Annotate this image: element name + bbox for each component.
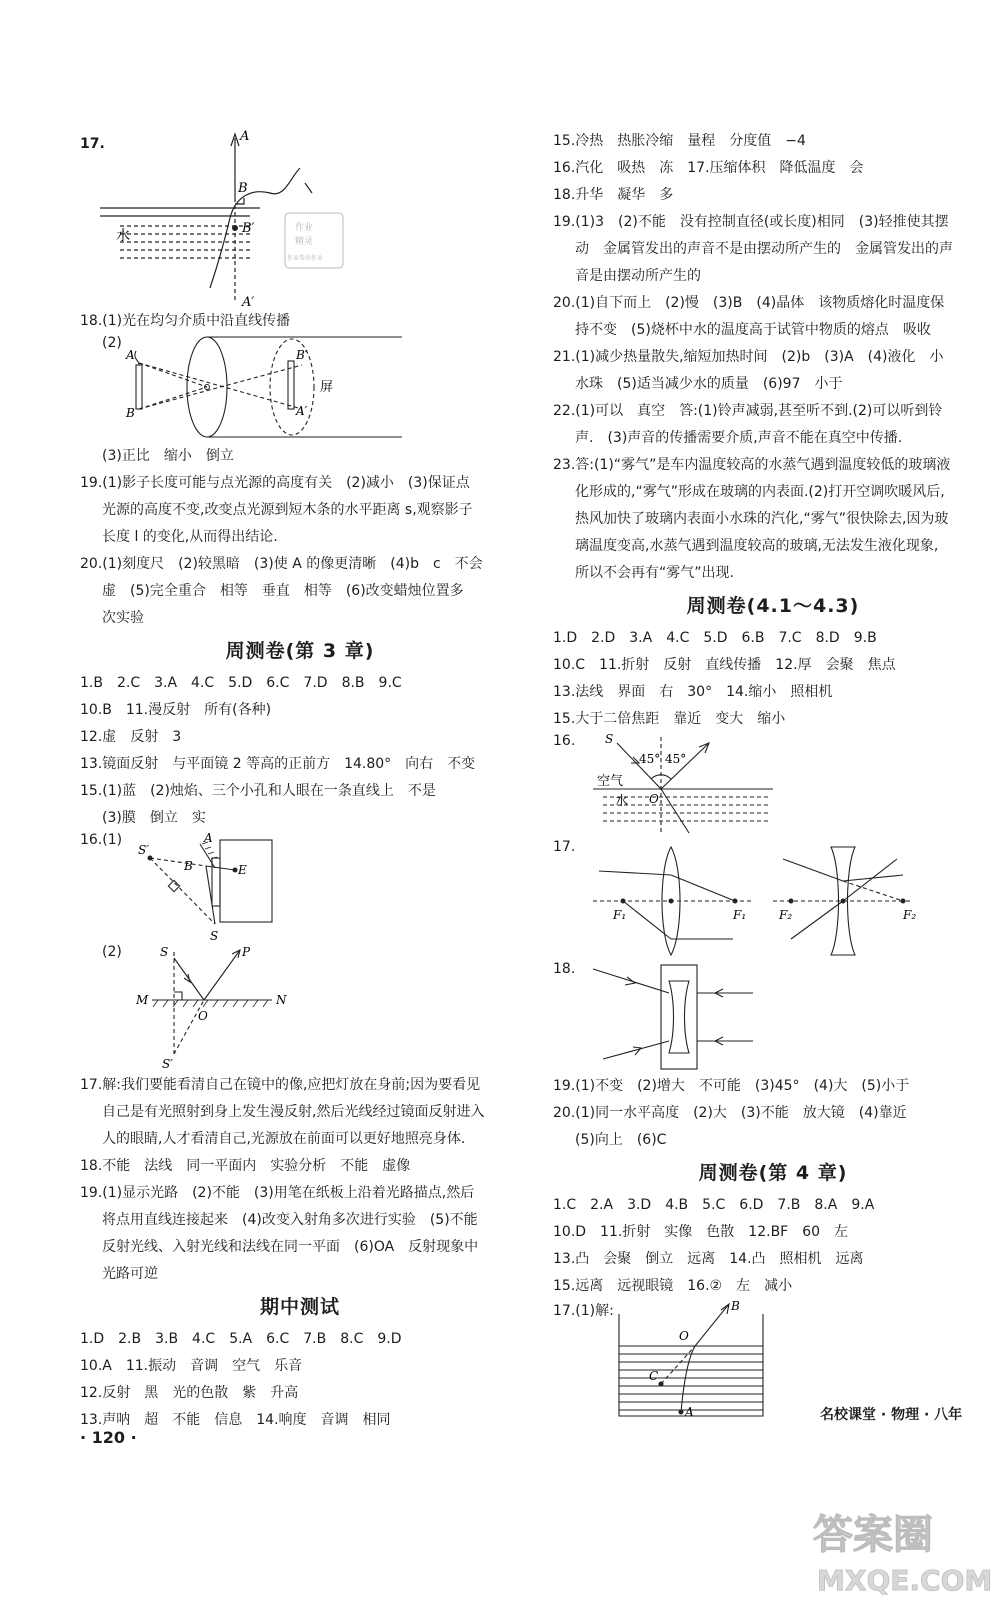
q17-point-B: B: [238, 181, 248, 196]
ch3-answers-10-11: 10.B 11.漫反射 所有(各种): [80, 702, 272, 718]
watermark-logo: [805, 1496, 1000, 1600]
ch4-q17-label: 17.(1)解:: [553, 1303, 614, 1319]
w16-point-O: O: [649, 792, 659, 806]
svg-text:精灵: 精灵: [295, 237, 314, 247]
q18-1: 18.(1)光在均匀介质中沿直线传播: [80, 313, 291, 329]
ch3-q16-2-point-P: P: [242, 945, 251, 959]
q18-point-A: A: [126, 348, 135, 362]
ch3-answers-1-9: 1.B 2.C 3.A 4.C 5.D 6.C 7.D 8.B 9.C: [80, 675, 402, 691]
q20-line1: 20.(1)刻度尺 (2)较黑暗 (3)使 A 的像更清晰 (4)b c 不会: [80, 556, 483, 572]
ch3-q16-point-E: E: [238, 863, 247, 877]
w16-diagram: [553, 733, 993, 839]
ch3-q16-2-point-Sp: S′: [162, 1057, 173, 1071]
r-answer-15: 15.冷热 热胀冷缩 量程 分度值 −4: [553, 133, 806, 149]
q17-water-label: 水: [116, 228, 130, 244]
w16-point-S: S: [605, 733, 614, 746]
w-answer-19: 19.(1)不变 (2)增大 不可能 (3)45° (4)大 (5)小于: [553, 1078, 910, 1094]
mid-answers-1-9: 1.D 2.B 3.B 4.C 5.A 6.C 7.B 8.C 9.D: [80, 1331, 402, 1347]
ch4-answers-1-9: 1.C 2.A 3.D 4.B 5.C 6.D 7.B 8.A 9.A: [553, 1197, 875, 1213]
r-answer-21b: 水珠 (5)适当减少水的质量 (6)97 小于: [575, 376, 843, 392]
ch3-q16-label: 16.(1): [80, 832, 123, 848]
ch4-q17-point-O: O: [679, 1329, 689, 1343]
ch3-q16-2-figure: [80, 944, 520, 1072]
q17-diagram: [80, 128, 520, 308]
r-answer-22a: 22.(1)可以 真空 答:(1)铃声减弱,甚至听不到.(2)可以听到铃: [553, 403, 943, 419]
q18-point-Ap: A′: [296, 404, 308, 418]
w16-label: 16.: [553, 733, 576, 749]
ch3-answer-18: 18.不能 法线 同一平面内 实验分析 不能 虚像: [80, 1158, 411, 1174]
r-answer-23a: 23.答:(1)“雾气”是车内温度较高的水蒸气遇到温度较低的玻璃液: [553, 457, 951, 473]
ch3-answer-17c: 人的眼睛,人才看清自己,光源放在前面可以更好地照亮身体.: [102, 1131, 466, 1147]
w17-point-F2a: F₂: [779, 908, 793, 922]
w17-point-F1b: F₁: [733, 908, 747, 922]
ch4-q17-point-C: C: [649, 1369, 659, 1383]
mid-answers-13-14: 13.声呐 超 不能 信息 14.响度 音调 相同: [80, 1412, 391, 1428]
ch3-q16-2-point-S: S: [160, 945, 169, 959]
r-answer-23b: 化形成的,“雾气”形成在玻璃的内表面.(2)打开空调吹暖风后,: [575, 484, 945, 500]
ch4-q17-diagram: [553, 1300, 993, 1420]
ch3-q16-2-point-M: M: [136, 993, 149, 1007]
section-title-midterm: 期中测试: [259, 1296, 340, 1318]
q18-point-Bp: B′: [296, 348, 308, 362]
mid-answer-12: 12.反射 黑 光的色散 紫 升高: [80, 1385, 299, 1401]
q17-point-Bp: B′: [242, 221, 255, 236]
watermark-line1: 答案圈: [813, 1512, 933, 1558]
ch3-q16-1-diagram: [80, 832, 520, 944]
w-answer-15: 15.大于二倍焦距 靠近 变大 缩小: [553, 711, 786, 727]
ch3-answer-19c: 反射光线、入射光线和法线在同一平面 (6)OA 反射现象中: [102, 1239, 479, 1255]
q19-line2: 光源的高度不变,改变点光源到短木条的水平距离 s,观察影子: [102, 502, 473, 518]
ch3-q16-point-S: S: [210, 929, 219, 943]
ch4-q17-point-B: B: [731, 1300, 740, 1313]
r-answer-18: 18.升华 凝华 多: [553, 187, 674, 203]
ch3-answers-13-14: 13.镜面反射 与平面镜 2 等高的正前方 14.80° 向右 不变: [80, 756, 476, 772]
ch3-q16-1-figure: [80, 832, 520, 944]
ch3-q16-2-point-O: O: [198, 1009, 208, 1023]
ch3-answer-19d: 光路可逆: [102, 1266, 158, 1282]
w17-label: 17.: [553, 839, 576, 855]
page-number: · 120 ·: [80, 1428, 137, 1447]
q17-stamp: [285, 213, 343, 268]
w-answers-13-14: 13.法线 界面 右 30° 14.缩小 照相机: [553, 684, 833, 700]
w17-figure: [553, 839, 993, 961]
r-answer-20a: 20.(1)自下而上 (2)慢 (3)B (4)晶体 该物质熔化时温度保: [553, 295, 945, 311]
r-answer-23e: 所以不会再有“雾气”出现.: [575, 565, 734, 581]
ch3-answer-17a: 17.解:我们要能看清自己在镜中的像,应把灯放在身前;因为要看见: [80, 1077, 481, 1093]
q17-label: 17.: [80, 136, 105, 152]
ch4-q17-point-A: A: [685, 1405, 694, 1419]
svg-text:作业帮出作业: 作业帮出作业: [287, 255, 324, 262]
mid-answers-10-11: 10.A 11.振动 音调 空气 乐音: [80, 1358, 303, 1374]
q18-diagram: [102, 335, 522, 443]
left-column: [80, 128, 520, 1434]
r-answer-20b: 持不变 (5)烧杯中水的温度高于试管中物质的熔点 吸收: [575, 322, 931, 338]
ch3-answer-17b: 自己是有光照射到身上发生漫反射,然后光线经过镜面反射进入: [102, 1104, 485, 1120]
q18-figure: [80, 335, 520, 443]
ch3-answer-12: 12.虚 反射 3: [80, 729, 182, 745]
ch3-q16-point-Sp: S′: [138, 843, 149, 857]
q17-figure: [80, 128, 520, 308]
section-title-ch4: 周测卷(第 4 章): [698, 1162, 848, 1184]
w17-diagram: [553, 839, 993, 961]
r-answer-22b: 声. (3)声音的传播需要介质,声音不能在真空中传播.: [575, 430, 903, 446]
ch3-answer-19b: 将点用直线连接起来 (4)改变入射角多次进行实验 (5)不能: [102, 1212, 478, 1228]
right-column: [553, 128, 993, 1420]
q17-point-Ap: A′: [242, 295, 255, 308]
w16-air-label: 空气: [597, 774, 624, 789]
q20-line2: 虚 (5)完全重合 相等 垂直 相等 (6)改变蜡烛位置多: [102, 583, 464, 599]
ch3-q16-label2: (2): [102, 944, 122, 960]
r-answer-21a: 21.(1)减少热量散失,缩短加热时间 (2)b (3)A (4)液化 小: [553, 349, 944, 365]
w17-point-F1a: F₁: [613, 908, 627, 922]
q20-line3: 次实验: [102, 610, 144, 626]
r-answer-19c: 音是由摆动所产生的: [575, 268, 701, 284]
w16-angle-2: 45°: [665, 752, 687, 766]
ch4-answers-10-12: 10.D 11.折射 实像 色散 12.BF 60 左: [553, 1224, 849, 1240]
w16-angle-1: 45°: [639, 752, 661, 766]
ch3-q16-2-point-N: N: [276, 993, 287, 1007]
section-title-ch3: 周测卷(第 3 章): [225, 640, 375, 662]
ch3-q16-2-diagram: [102, 944, 522, 1072]
w18-figure: [553, 961, 993, 1073]
w17-point-F2b: F₂: [903, 908, 917, 922]
ch4-answers-13-14: 13.凸 会聚 倒立 远离 14.凸 照相机 远离: [553, 1251, 864, 1267]
w-answer-20a: 20.(1)同一水平高度 (2)大 (3)不能 放大镜 (4)靠近: [553, 1105, 907, 1121]
w-answer-20b: (5)向上 (6)C: [575, 1132, 667, 1148]
ch4-q17-figure: [553, 1300, 993, 1420]
r-answer-23c: 热风加快了玻璃内表面小水珠的汽化,“雾气”很快除去,因为玻: [575, 511, 949, 527]
w16-figure: [553, 733, 993, 839]
book-footer: 名校课堂 · 物理 · 八年: [820, 1407, 963, 1423]
ch4-answers-15-16: 15.远离 远视眼镜 16.② 左 减小: [553, 1278, 793, 1294]
ch3-q16-point-A: A: [204, 832, 213, 845]
w16-water-label: 水: [615, 794, 629, 809]
r-answer-19b: 动 金属管发出的声音不是由摆动所产生的 金属管发出的声: [575, 241, 953, 257]
section-title-4-1-4-3: 周测卷(4.1～4.3): [686, 595, 860, 617]
q18-2-label: (2): [102, 335, 122, 351]
w-answers-10-12: 10.C 11.折射 反射 直线传播 12.厚 会聚 焦点: [553, 657, 896, 673]
r-answer-23d: 璃温度变高,水蒸气遇到温度较高的玻璃,无法发生液化现象,: [575, 538, 939, 554]
q18-point-B: B: [126, 406, 135, 420]
svg-text:作业: 作业: [295, 223, 314, 233]
r-answer-19a: 19.(1)3 (2)不能 没有控制直径(或长度)相同 (3)轻推使其摆: [553, 214, 949, 230]
r-answer-16-17: 16.汽化 吸热 冻 17.压缩体积 降低温度 会: [553, 160, 864, 176]
ch3-answer-19a: 19.(1)显示光路 (2)不能 (3)用笔在纸板上沿着光路描点,然后: [80, 1185, 475, 1201]
q19-line1: 19.(1)影子长度可能与点光源的高度有关 (2)减小 (3)保证点: [80, 475, 470, 491]
w-answers-1-9: 1.D 2.D 3.A 4.C 5.D 6.B 7.C 8.D 9.B: [553, 630, 877, 646]
w18-label: 18.: [553, 961, 576, 977]
q19-line3: 长度 l 的变化,从而得出结论.: [102, 529, 278, 545]
ch3-answer-15a: 15.(1)蓝 (2)烛焰、三个小孔和人眼在一条直线上 不是: [80, 783, 436, 799]
ch3-answer-15b: (3)膜 倒立 实: [102, 810, 206, 826]
w18-diagram: [553, 961, 993, 1073]
ch3-q16-point-B: B: [184, 859, 193, 873]
watermark-line2: MXQE.COM: [817, 1564, 993, 1597]
q18-screen-label: 屏: [320, 380, 334, 395]
q18-3: (3)正比 缩小 倒立: [102, 448, 234, 464]
q17-point-A: A: [240, 129, 250, 144]
